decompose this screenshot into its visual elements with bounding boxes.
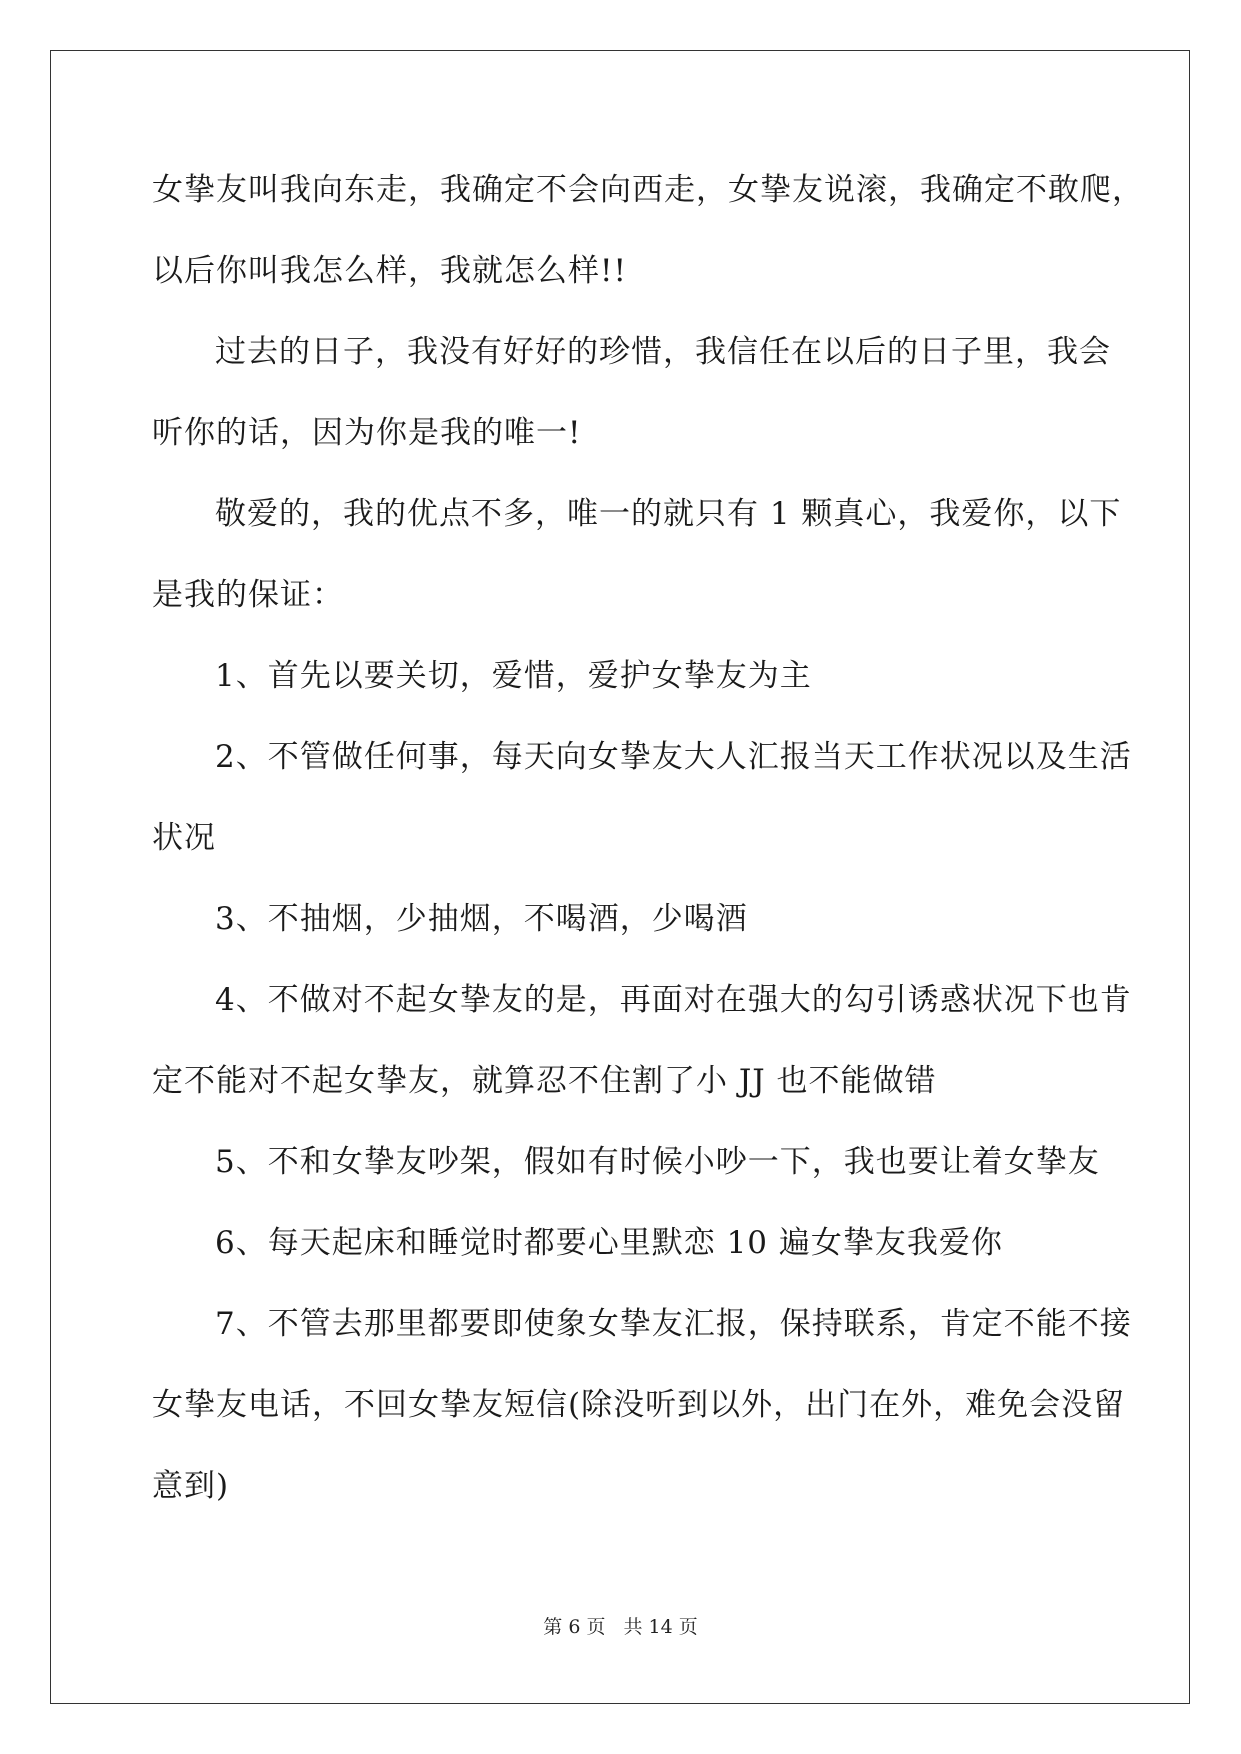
- page-total: 共 14 页: [623, 1616, 698, 1638]
- text-line: 6、每天起床和睡觉时都要心里默恋 10 遍女挚友我爱你: [215, 1225, 1003, 1261]
- text-line: 4、不做对不起女挚友的是，再面对在强大的勾引诱惑状况下也肯: [215, 982, 1132, 1018]
- text-line: 意到): [152, 1468, 230, 1504]
- text-line: 敬爱的，我的优点不多，唯一的就只有 1 颗真心，我爱你，以下: [215, 496, 1122, 532]
- text-line: 听你的话，因为你是我的唯一!: [152, 415, 582, 451]
- page-number: 第 6 页: [543, 1616, 606, 1638]
- text-line: 状况: [152, 820, 216, 856]
- text-line: 女挚友电话，不回女挚友短信(除没听到以外，出门在外，难免会没留: [152, 1387, 1126, 1423]
- text-line: 7、不管去那里都要即使象女挚友汇报，保持联系，肯定不能不接: [215, 1306, 1132, 1342]
- text-line: 5、不和女挚友吵架，假如有时候小吵一下，我也要让着女挚友: [215, 1144, 1100, 1180]
- text-line: 3、不抽烟，少抽烟，不喝酒，少喝酒: [215, 901, 748, 937]
- text-line: 女挚友叫我向东走，我确定不会向西走，女挚友说滚，我确定不敢爬，: [152, 172, 1144, 208]
- text-line: 是我的保证：: [152, 577, 344, 613]
- text-line: 1、首先以要关切，爱惜，爱护女挚友为主: [215, 658, 812, 694]
- text-line: 过去的日子，我没有好好的珍惜，我信任在以后的日子里，我会: [215, 334, 1111, 370]
- text-line: 定不能对不起女挚友，就算忍不住割了小 JJ 也不能做错: [152, 1063, 937, 1099]
- text-line: 以后你叫我怎么样，我就怎么样!!: [152, 253, 627, 289]
- document-body: [152, 160, 1144, 1537]
- page-footer: [0, 1616, 1241, 1638]
- text-line: 2、不管做任何事，每天向女挚友大人汇报当天工作状况以及生活: [215, 739, 1132, 775]
